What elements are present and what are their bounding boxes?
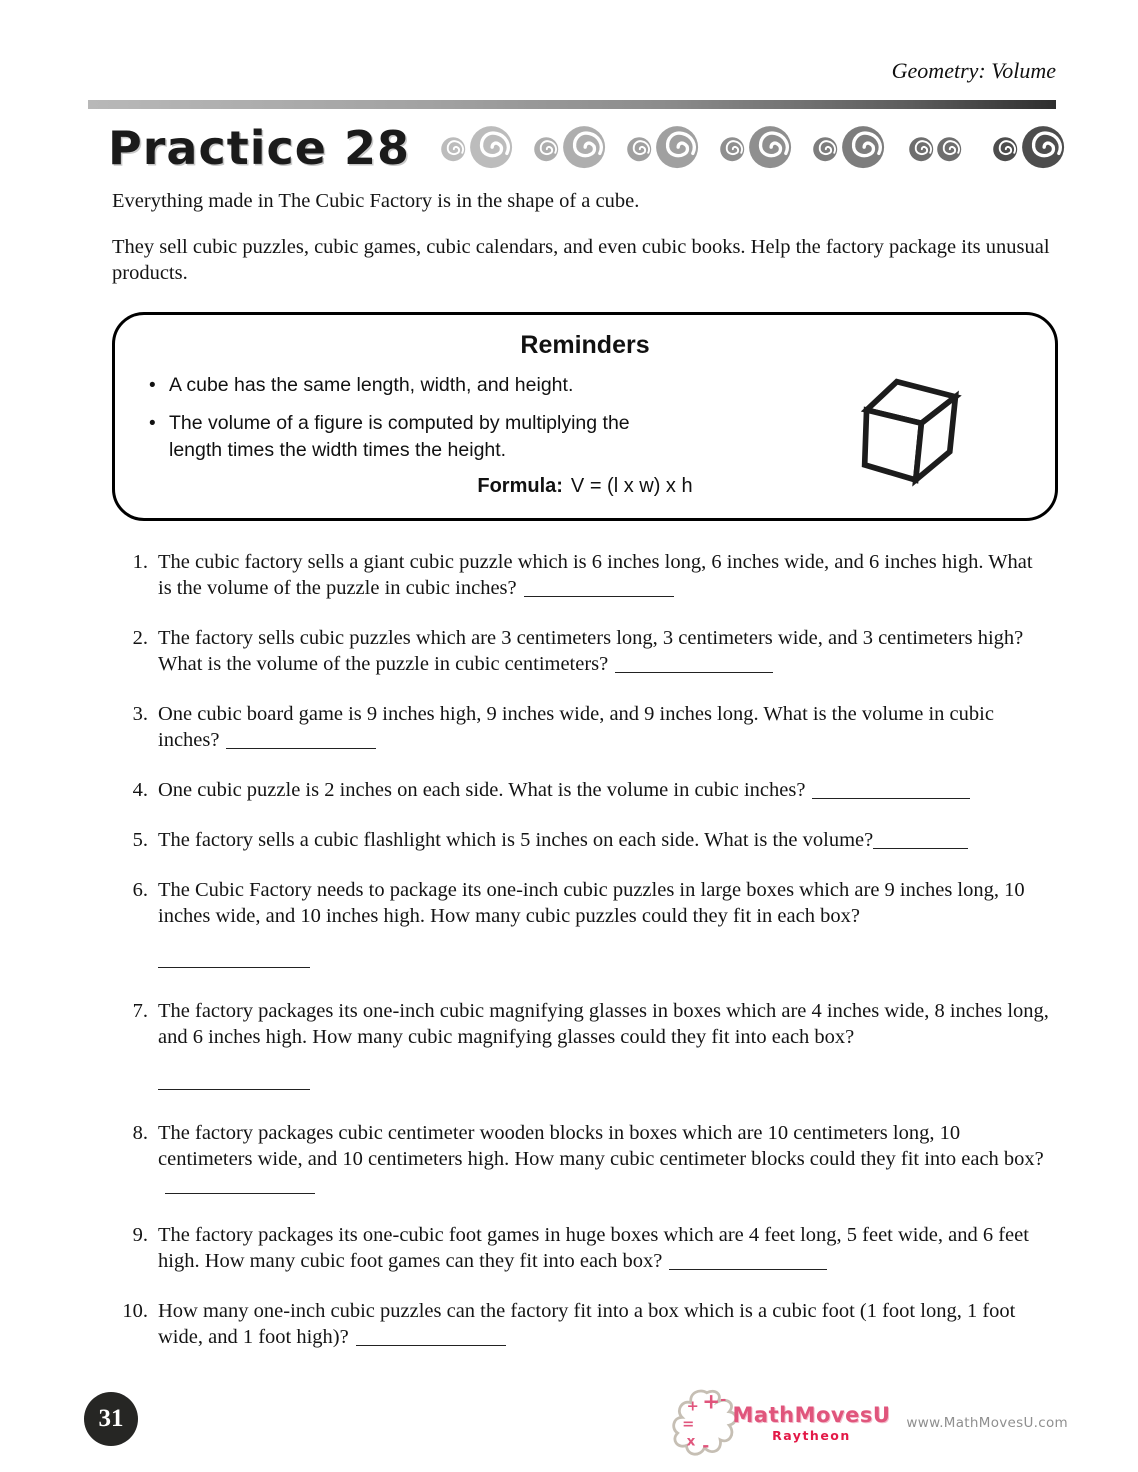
question-text: The factory packages its one-cubic foot games in huge boxes which are 4 feet long, 5 feet wide, and 6 feet high. How many cubic foot games can they fit into each box?: [158, 1223, 1029, 1272]
question-body: [158, 549, 1050, 601]
swirl-decoration-icon: [440, 120, 1088, 176]
question-text: The Cubic Factory needs to package its one-inch cubic puzzles in large boxes which are 9 inches long, 10 inches wide, and 10 inches high. How many cubic puzzles could they fit in each box?: [158, 879, 1025, 927]
question-item: [112, 625, 1058, 677]
answer-blank[interactable]: [158, 1072, 310, 1089]
svg-text:x: x: [686, 1434, 695, 1450]
page-number: 31: [98, 1405, 124, 1432]
answer-blank[interactable]: [873, 832, 968, 849]
question-body: [158, 998, 1050, 1095]
question-number: 1.: [132, 551, 148, 573]
question-text: How many one-inch cubic puzzles can the factory fit into a box which is a cubic foot (1 foot long, 1 foot wide, and 1 foot high)?: [158, 1299, 1016, 1348]
page-title: Practice 28: [108, 121, 410, 175]
publisher-logo: [669, 1386, 1068, 1460]
svg-text:+: +: [686, 1397, 699, 1415]
question-item: [112, 877, 1058, 974]
course-header: Geometry: Volume: [891, 58, 1056, 83]
answer-blank[interactable]: [812, 782, 970, 799]
question-item: [112, 1298, 1058, 1350]
question-body: [158, 827, 1050, 853]
intro-section: [112, 188, 1058, 286]
svg-text:-: -: [701, 1435, 709, 1456]
question-item: [112, 827, 1058, 853]
question-body: [158, 1222, 1050, 1274]
svg-text:=: =: [681, 1415, 694, 1433]
question-number: 6.: [132, 879, 148, 901]
answer-blank[interactable]: [158, 951, 310, 968]
question-body: [158, 777, 1050, 803]
question-number: 2.: [132, 627, 148, 649]
reminders-title: Reminders: [520, 331, 650, 359]
question-body: [158, 877, 1050, 974]
question-item: [112, 1120, 1058, 1198]
reminder-item: • A cube has the same length, width, and height.: [145, 372, 665, 399]
question-list: [112, 549, 1058, 1350]
question-body: [158, 1298, 1050, 1350]
question-body: [158, 701, 1050, 753]
question-body: [158, 625, 1050, 677]
question-text: The factory sells cubic puzzles which are 3 centimeters long, 3 centimeters wide, and 3 centimeters high? What is the volume of the puzzle in cubic centimeters?: [158, 627, 1024, 675]
intro-line-2: They sell cubic puzzles, cubic games, cubic calendars, and even cubic books. Help the factory package its unusual products.: [112, 236, 1050, 284]
question-text: The factory packages its one-inch cubic magnifying glasses in boxes which are 4 inches wide, 8 inches long, and 6 inches high. How many cubic magnifying glasses could they fit into each box?: [158, 1000, 1049, 1049]
question-text: The factory packages cubic centimeter wooden blocks in boxes which are 10 centimeters long, 10 centimeters wide, and 10 centimeters high. How many cubic centimeter blocks could they fit into each box?: [158, 1121, 1044, 1170]
logo-text: [733, 1403, 891, 1443]
question-item: [112, 549, 1058, 601]
question-number: 10.: [122, 1299, 148, 1322]
question-number: 9.: [132, 1223, 148, 1246]
logo-subtitle: Raytheon: [772, 1428, 851, 1443]
answer-blank[interactable]: [356, 1328, 506, 1345]
question-body: [158, 1120, 1050, 1198]
page-content: [112, 188, 1058, 1374]
answer-blank[interactable]: [226, 732, 376, 749]
question-item: [112, 998, 1058, 1095]
reminder-item: • The volume of a figure is computed by multiplying the length times the width times the height.: [145, 410, 665, 464]
question-number: 8.: [132, 1121, 148, 1144]
reminders-box: [112, 312, 1058, 521]
answer-blank[interactable]: [615, 656, 773, 673]
question-text: The cubic factory sells a giant cubic puzzle which is 6 inches long, 6 inches wide, and 6 inches high. What is the volume of the puzzle in cubic inches?: [158, 551, 1033, 599]
cube-illustration: [859, 369, 963, 492]
gradient-divider: [88, 100, 1056, 109]
logo-title: MathMovesU: [732, 1403, 891, 1427]
cube-icon: [859, 369, 963, 487]
question-text: One cubic board game is 9 inches high, 9 inches wide, and 9 inches long. What is the volume in cubic inches?: [158, 703, 994, 751]
question-item: [112, 1222, 1058, 1274]
reminders-list: [145, 372, 665, 464]
svg-text:+: +: [701, 1389, 720, 1415]
question-number: 3.: [132, 703, 148, 725]
intro-line-1: Everything made in The Cubic Factory is in the shape of a cube.: [112, 190, 640, 212]
formula-label: Formula:: [477, 475, 563, 497]
question-text: The factory sells a cubic flashlight which is 5 inches on each side. What is the volume?: [158, 829, 874, 851]
answer-blank[interactable]: [524, 580, 674, 597]
question-number: 5.: [132, 829, 148, 851]
page-number-badge: [84, 1392, 138, 1446]
question-item: [112, 777, 1058, 803]
question-text: One cubic puzzle is 2 inches on each side. What is the volume in cubic inches?: [158, 779, 806, 801]
question-number: 7.: [132, 1000, 148, 1023]
answer-blank[interactable]: [669, 1252, 827, 1269]
answer-blank[interactable]: [165, 1176, 315, 1193]
title-row: [108, 120, 1068, 176]
website-url: www.MathMovesU.com: [906, 1415, 1068, 1431]
question-item: [112, 701, 1058, 753]
svg-text:-: -: [719, 1390, 726, 1408]
formula-value: V = (l x w) x h: [570, 475, 693, 497]
question-number: 4.: [132, 779, 148, 801]
